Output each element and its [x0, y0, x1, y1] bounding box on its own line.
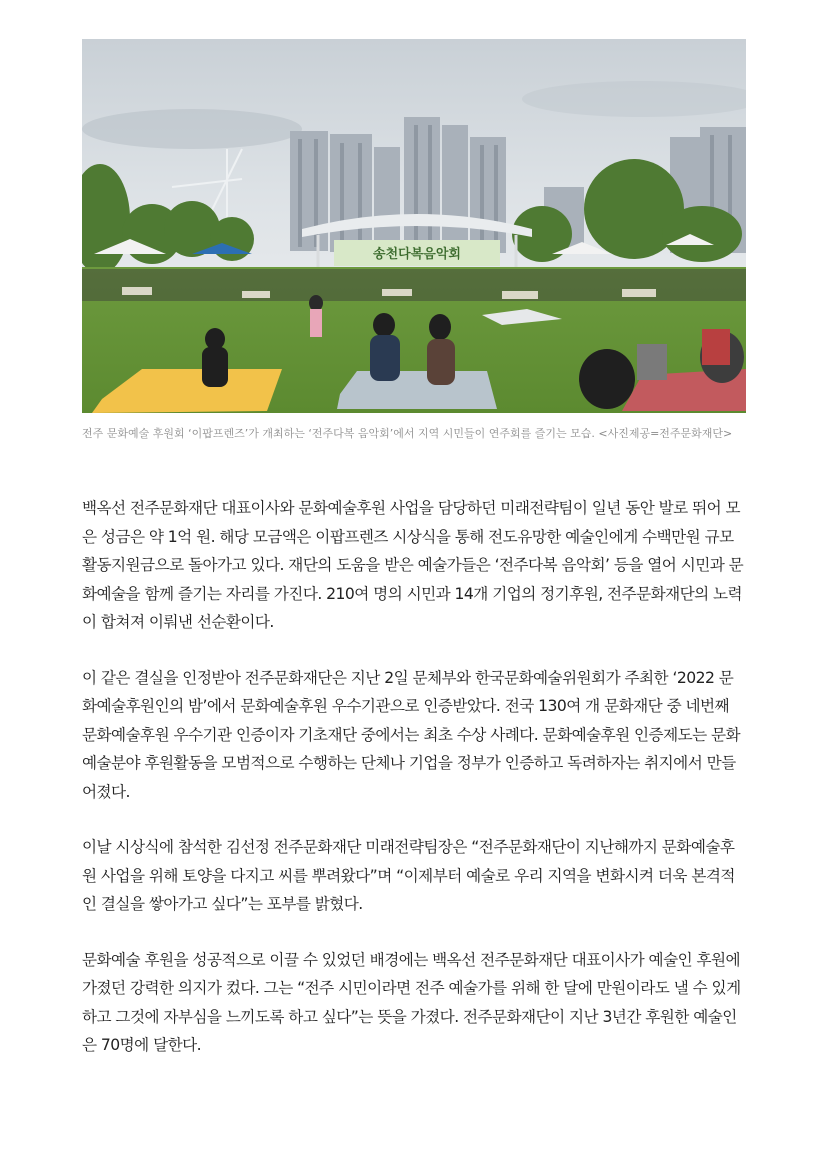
- photo-caption: 전주 문화예술 후원회 ‘이팝프렌즈’가 개최하는 ‘전주다복 음악회’에서 지역 시민들이 연주회를 즐기는 모습. <사진제공=전주문화재단>: [82, 427, 733, 440]
- article-paragraph: 문화예술 후원을 성공적으로 이끌 수 있었던 배경에는 백옥선 전주문화재단 대표이사가 예술인 후원에 가졌던 강력한 의지가 컸다. 그는 “전주 시민이라면 전주 예술가를 위해 한 달에 만원이라도 낼 수 있게 하고 그것에 자부심을 느끼도록 하고 싶다”는 뜻을 가졌다. 전주문화재단이 지난 3년간 후원한 예술인은 70명에 달한다.: [82, 950, 741, 1054]
- article-paragraph: 이날 시상식에 참석한 김선정 전주문화재단 미래전략팀장은 “전주문화재단이 지난해까지 문화예술후원 사업을 위해 토양을 다지고 씨를 뿌려왔다”며 “이제부터 예술로 우리 지역을 변화시켜 더욱 본격적인 결실을 쌓아가고 싶다”는 포부를 밝혔다.: [82, 838, 735, 913]
- article-body: [82, 494, 747, 1087]
- article-paragraph: 백옥선 전주문화재단 대표이사와 문화예술후원 사업을 담당하던 미래전략팀이 일년 동안 발로 뛰어 모은 성금은 약 1억 원. 해당 모금액은 이팝프렌즈 시상식을 통해 전도유망한 예술인에게 수백만원 규모 활동지원금으로 돌아가고 있다. 재단의 도움을 받은 예술가들은 ‘전주다복 음악회’ 등을 열어 시민과 문화예술을 함께 즐기는 자리를 가진다. 210여 명의 시민과 14개 기업의 정기후원, 전주문화재단의 노력이 합쳐져 이뤄낸 선순환이다.: [82, 499, 744, 631]
- park-concert-photo: [82, 39, 746, 413]
- stage-sign-text: 송천다복음악회: [373, 247, 461, 262]
- article-photo: [82, 39, 746, 413]
- article-paragraph: 이 같은 결실을 인정받아 전주문화재단은 지난 2일 문체부와 한국문화예술위원회가 주최한 ‘2022 문화예술후원인의 밤’에서 문화예술후원 우수기관으로 인증받았다. 전국 130여 개 문화재단 중 네번째 문화예술후원 우수기관 인증이자 기초재단 중에서는 최초 수상 사례다. 문화예술후원 인증제도는 문화예술분야 후원활동을 모범적으로 수행하는 단체나 기업을 정부가 인증하고 독려하자는 취지에서 만들어졌다.: [82, 668, 741, 801]
